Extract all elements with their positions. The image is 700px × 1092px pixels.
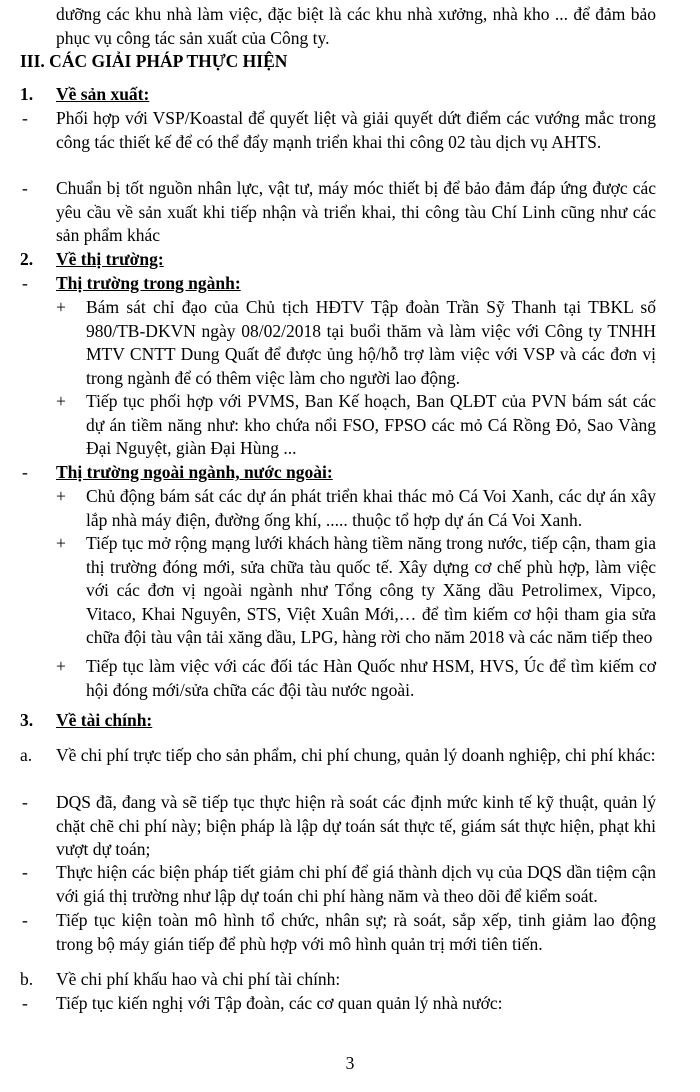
intro-continuation [0,3,700,50]
page-number: 3 [345,1053,355,1073]
dash-marker: - [22,178,28,198]
subheading-text: Thị trường ngoài ngành, nước ngoài: [56,462,333,482]
list-item-text: Tiếp tục phối hợp với PVMS, Ban Kế hoạch, Ban QLĐT của PVN bám sát các dự án tiềm năng như: kho chứa nổi FSO, FPSO các mỏ Cá Rồng Đỏ, Sao Vàng Đại Nguyệt, giàn Đại Hùng ... [86,391,656,458]
heading-text: Về thị trường: [56,249,164,269]
heading-text: Về tài chính: [56,710,153,730]
list-item-text: Tiếp tục mở rộng mạng lưới khách hàng tiềm năng trong nước, tiếp cận, tham gia thị trường đóng mới, sửa chữa tàu quốc tế. Xây dựng cơ chế phù hợp, làm việc với các đơn vị ngoài ngành như Tổng công ty Xăng dầu Petrolimex, Vipco, Vitaco, Khai Nguyên, STS, Việt Xuân Mới,… để tìm kiếm cơ hội tham gia sửa chữa đội tàu vận tải xăng dầu, LPG, hàng rời cho năm 2018 và các năm tiếp theo [86,533,656,647]
subsection-text: Về chi phí trực tiếp cho sản phẩm, chi phí chung, quản lý doanh nghiệp, chi phí khác: [56,745,656,765]
plus-marker: + [56,533,66,553]
paragraph-text: dưỡng các khu nhà làm việc, đặc biệt là các khu nhà xưởng, nhà kho ... để đảm bảo phục vụ công tác sản xuất của Công ty. [56,4,656,48]
plus-marker: + [56,486,66,506]
list-item-text: Tiếp tục kiến nghị với Tập đoàn, các cơ quan quản lý nhà nước: [56,993,503,1013]
plus-marker: + [56,297,66,317]
list-item-text: Chủ động bám sát các dự án phát triển khai thác mỏ Cá Voi Xanh, các dự án xây lắp nhà máy điện, đường ống khí, ..... thuộc tổ hợp dự án Cá Voi Xanh. [86,486,656,530]
heading-number: 1. [20,84,34,104]
heading-number: 3. [20,710,34,730]
list-item-text: Bám sát chỉ đạo của Chủ tịch HĐTV Tập đoàn Trần Sỹ Thanh tại TBKL số 980/TB-DKVN ngày 08/02/2018 tại buổi thăm và làm việc với Công ty TNHH MTV CNTT Dung Quất để được ủng hộ/hỗ trợ làm việc với VSP và các đơn vị trong ngành để có thêm việc làm cho người lao động. [86,297,656,388]
subsection-label: a. [20,745,33,765]
list-item-text: Chuẩn bị tốt nguồn nhân lực, vật tư, máy móc thiết bị để bảo đảm đáp ứng được các yêu cầu về sản xuất khi tiếp nhận và triển khai, thi công tàu Chí Linh cũng như các sản phẩm khác [56,178,656,245]
dash-marker: - [22,910,28,930]
list-item-text: DQS đã, đang và sẽ tiếp tục thực hiện rà soát các định mức kinh tế kỹ thuật, quản lý chặt chẽ chi phí này; biện pháp là lập dự toán sát thực tế, giám sát thực hiện, phạt khi vượt dự toán; [56,792,656,859]
dash-marker: - [22,993,28,1013]
plus-marker: + [56,391,66,411]
dash-marker: - [22,273,28,293]
heading-number: 2. [20,249,34,269]
section-title: III. CÁC GIẢI PHÁP THỰC HIỆN [20,51,288,71]
dash-marker: - [22,862,28,882]
list-item-text: Tiếp tục làm việc với các đối tác Hàn Quốc như HSM, HVS, Úc để tìm kiếm cơ hội đóng mới/sửa chữa các đội tàu nước ngoài. [86,656,656,700]
subheading-text: Thị trường trong ngành: [56,273,241,293]
list-item-text: Tiếp tục kiện toàn mô hình tổ chức, nhân sự; rà soát, sắp xếp, tinh giảm lao động trong bộ máy gián tiếp để phù hợp với mô hình quản trị mới tiên tiến. [56,910,656,954]
list-item-text: Phối hợp với VSP/Koastal để quyết liệt và giải quyết dứt điểm các vướng mắc trong công tác thiết kế để có thể đẩy mạnh triển khai thi công 02 tàu dịch vụ AHTS. [56,108,656,152]
heading-text: Về sản xuất: [56,84,150,104]
dash-marker: - [22,792,28,812]
list-item-text: Thực hiện các biện pháp tiết giảm chi phí để giá thành dịch vụ của DQS dần tiệm cận với giá thị trường như lập dự toán chi phí hàng năm và theo dõi để kiểm soát. [56,862,656,906]
plus-marker: + [56,656,66,676]
subsection-text: Về chi phí khấu hao và chi phí tài chính: [56,969,341,989]
dash-marker: - [22,108,28,128]
dash-marker: - [22,462,28,482]
subsection-label: b. [20,969,34,989]
